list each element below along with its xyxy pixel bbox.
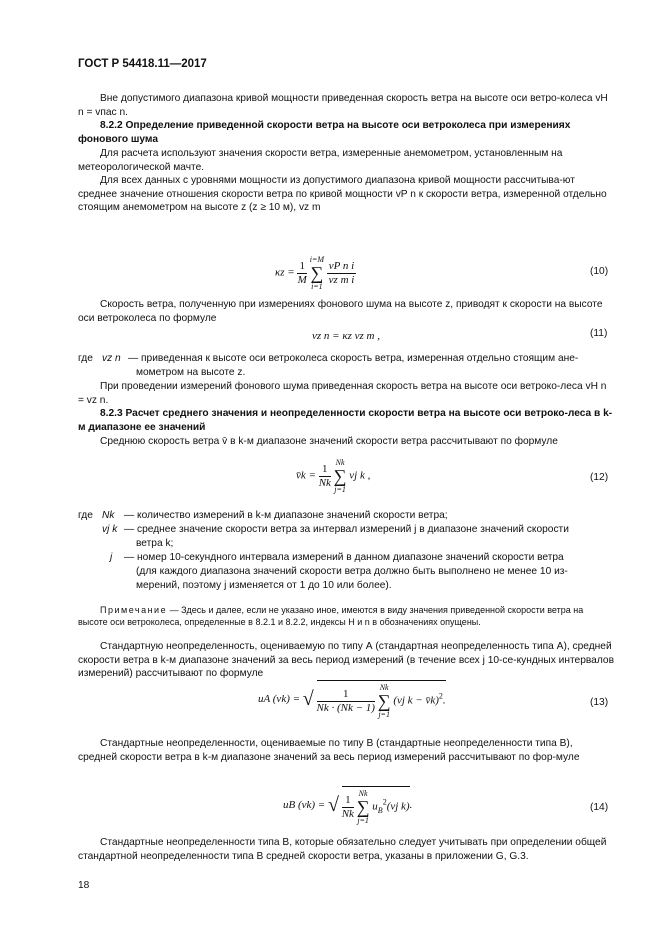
definition-symbol: vj k — [102, 524, 118, 535]
eq-lhs: uB (vk) = — [283, 799, 326, 812]
sum-symbol: i=M ∑ i=1 — [309, 255, 325, 291]
paragraph: Для всех данных с уровнями мощности из допустимого диапазона кривой мощности рассчитыва-ют среднее значение отношения скорости ветра по кривой мощности vP n к скорости ветра, измеренной отдельно стоящим анемометром на высоте z (z ≥ 10 м), vz m — [78, 175, 607, 213]
definition-symbol: vz n — [102, 353, 121, 364]
equation-number: (10) — [590, 266, 609, 277]
where-label: где — [78, 510, 93, 521]
equation-14: uB (vk) = √ $\frac{1}{Nk}$ Nk ∑ j=1 $u_B^2(vj$ k). — [283, 786, 412, 825]
paragraph: Скорость ветра, полученную при измерениях фонового шума на высоте z, приводят к скорости на высоте оси ветроколеса по формуле — [78, 299, 603, 324]
note-text: — Здесь и далее, если не указано иное, имеются в виду значения приведенной скорости ветра на высоте оси ветроколеса, определенные в 8.2.1 и 8.2.2, индексы H и n в обозначениях опущены. — [78, 605, 584, 627]
paragraph: Среднюю скорость ветра v̄ в k-м диапазоне значений скорости ветра рассчитывают по формуле — [100, 436, 558, 447]
section-heading: 8.2.2 Определение приведенной скорости ветра на высоте оси ветроколеса при измерениях фонового шума — [78, 120, 571, 145]
definition-text: мерений, поэтому j изменяется от 1 до 10 или более). — [136, 580, 392, 591]
definition-text: (для каждого диапазона значений скорости ветра должно быть выполнено не менее 10 из- — [136, 566, 568, 577]
definition-text: мометром на высоте z. — [136, 367, 246, 378]
paragraph: Вне допустимого диапазона кривой мощности приведенная скорость ветра на высоте оси ветро-колеса vH n = vпас n. — [78, 93, 608, 118]
eq-lhs: v̄k = — [296, 469, 316, 482]
definition-text: — приведенная к высоте оси ветроколеса скорость ветра, измеренная отдельно стоящим ане- — [128, 353, 579, 364]
sum-symbol: Nk ∑ j=1 — [377, 683, 391, 719]
definition-symbol: j — [110, 552, 113, 563]
paragraph: Стандартные неопределенности типа В, которые обязательно следует учитывать при определении общей стандартной неопределенности типа В средней скорости ветра, указаны в приложении G, G.3. — [78, 837, 607, 862]
definition-symbol: Nk — [102, 510, 115, 521]
note — [78, 604, 614, 628]
paragraph: Стандартные неопределенности, оцениваемые по типу В (стандартные неопределенности типа В), средней скорости ветра в k-м диапазоне значений за весь период измерений рассчитывают по фор-муле — [78, 738, 580, 763]
note-label: Примечание — [100, 605, 168, 615]
definition-text: — количество измерений в k-м диапазоне значений скорости ветра; — [124, 510, 448, 521]
equation-11: vz n = κz vz m , — [312, 330, 381, 342]
definition-text: — номер 10-секундного интервала измерений в данном диапазоне значений скорости ветра — [124, 552, 564, 563]
eq-lhs: κz = — [275, 266, 295, 279]
definition-text: — среднее значение скорости ветра за интервал измерений j в диапазоне значений скорости — [124, 524, 569, 535]
equation-13: uA (vk) = √ $\frac{1}{Nk \cdot (Nk - 1)}$ Nk ∑ j=1 (vj k − v̄k)$^2$. — [258, 680, 446, 719]
eq-lhs: uA (vk) = — [258, 693, 301, 706]
definition-text: ветра k; — [136, 538, 174, 549]
fraction: $\frac{1}{Nk}$ — [341, 793, 354, 820]
fraction: $\frac{1}{Nk \cdot (Nk - 1)}$ — [316, 687, 375, 714]
section-heading: 8.2.3 Расчет среднего значения и неопределенности скорости ветра на высоте оси ветроко-леса в k-м диапазоне ее значений — [78, 408, 613, 433]
fraction: $\frac{\text{vP n i}}{\text{vz m i}}$ — [328, 259, 355, 286]
equation-12: v̄k = $\frac{1}{Nk}$ Nk ∑ j=1 vj k , — [296, 458, 371, 494]
equation-number: (13) — [590, 697, 609, 708]
paragraph: Для расчета используют значения скорости ветра, измеренные анемометром, установленным на метеорологической мачте. — [78, 148, 563, 173]
equation-number: (14) — [590, 802, 609, 813]
equation-10 — [275, 255, 356, 291]
paragraph: При проведении измерений фонового шума приведенная скорость ветра на высоте оси ветроко-леса vH n = vz n. — [78, 381, 607, 406]
document-header: ГОСТ Р 54418.11—2017 — [78, 58, 207, 70]
fraction: $\frac{1}{Nk}$ — [318, 462, 331, 489]
page-number: 18 — [78, 880, 90, 891]
equation-number: (12) — [590, 472, 609, 483]
equation-number: (11) — [590, 328, 608, 339]
where-label: где — [78, 353, 93, 364]
sum-symbol: Nk ∑ j=1 — [356, 789, 370, 825]
fraction: $\frac{1}{M}$ — [297, 259, 307, 286]
paragraph: Стандартную неопределенность, оцениваемую по типу А (стандартная неопределенность типа А), средней скорости ветра в k-м диапазоне значений за весь период измерений (в течение всех j 10-се-кундных интервалов измерений) рассчитывают по формуле — [78, 641, 614, 679]
sum-symbol: Nk ∑ j=1 — [333, 458, 347, 494]
